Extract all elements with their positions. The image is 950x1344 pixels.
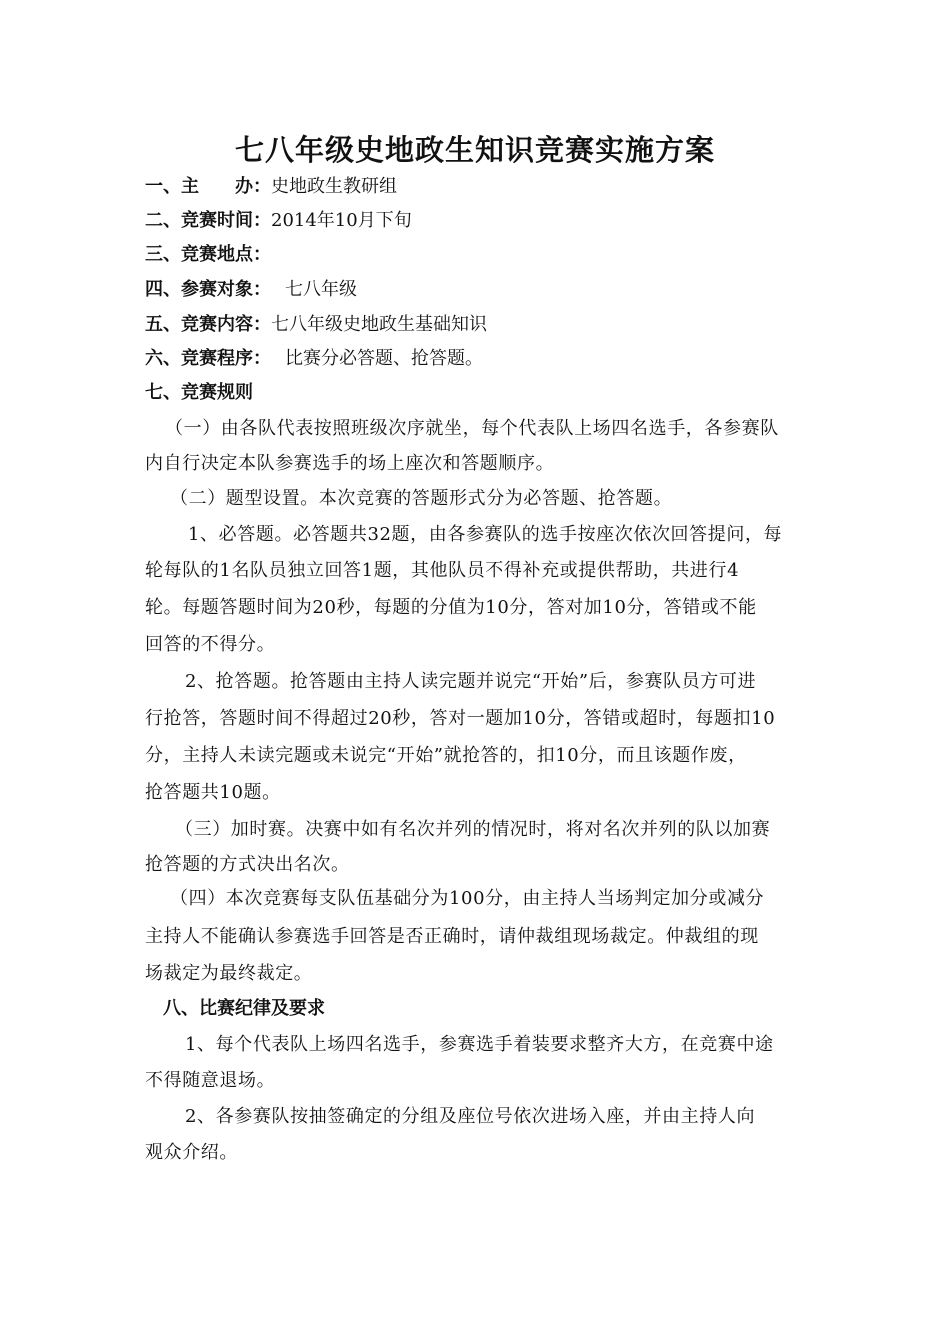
document-title: 七八年级史地政生知识竞赛实施方案 bbox=[234, 133, 715, 167]
discipline-line: 观众介绍。 bbox=[145, 1142, 238, 1163]
item-time bbox=[145, 208, 815, 234]
rules-line: 轮每队的1名队员独立回答1题，其他队员不得补充或提供帮助，共进行4 bbox=[145, 560, 740, 581]
discipline-line: 1、每个代表队上场四名选手，参赛选手着装要求整齐大方，在竞赛中途 bbox=[185, 1034, 774, 1055]
item-location bbox=[145, 242, 815, 268]
rules-line: 内自行决定本队参赛选手的场上座次和答题顺序。 bbox=[145, 453, 555, 474]
item-organizer-label: 一、主 办： bbox=[145, 176, 271, 197]
item-procedure-value: 比赛分必答题、抢答题。 bbox=[285, 348, 483, 369]
item-participants-label: 四、参赛对象： bbox=[145, 279, 271, 300]
rules-line: 1、必答题。必答题共32题，由各参赛队的选手按座次依次回答提问，每 bbox=[188, 524, 783, 545]
rules-line: （三）加时赛。决赛中如有名次并列的情况时，将对名次并列的队以加赛 bbox=[175, 819, 771, 840]
item-location-label: 三、竞赛地点： bbox=[145, 244, 271, 265]
item-participants bbox=[145, 277, 815, 303]
item-content-label: 五、竞赛内容： bbox=[145, 314, 271, 335]
item-procedure bbox=[145, 346, 815, 372]
rules-line: 抢答题共10题。 bbox=[145, 782, 281, 803]
item-organizer-value: 史地政生教研组 bbox=[271, 176, 397, 197]
item-participants-value: 七八年级 bbox=[285, 279, 357, 300]
section-rules-heading: 七、竞赛规则 bbox=[145, 382, 253, 403]
item-time-value: 2014年10月下旬 bbox=[271, 210, 412, 231]
item-content bbox=[145, 312, 815, 338]
rules-line: 轮。每题答题时间为20秒，每题的分值为10分，答对加10分，答错或不能 bbox=[145, 597, 757, 618]
discipline-line: 不得随意退场。 bbox=[145, 1070, 276, 1091]
rules-line: （二）题型设置。本次竞赛的答题形式分为必答题、抢答题。 bbox=[170, 488, 673, 509]
rules-line: （一）由各队代表按照班级次序就坐，每个代表队上场四名选手，各参赛队 bbox=[165, 418, 779, 439]
rules-line: 主持人不能确认参赛选手回答是否正确时，请仲裁组现场裁定。仲裁组的现 bbox=[145, 926, 759, 947]
rules-line: 2、抢答题。抢答题由主持人读完题并说完“开始”后，参赛队员方可进 bbox=[185, 671, 757, 692]
item-organizer bbox=[145, 174, 815, 200]
rules-line: 抢答题的方式决出名次。 bbox=[145, 854, 350, 875]
rules-line: 回答的不得分。 bbox=[145, 634, 276, 655]
rules-line: 分，主持人未读完题或未说完“开始”就抢答的，扣10分，而且该题作废， bbox=[145, 745, 747, 766]
item-procedure-label: 六、竞赛程序： bbox=[145, 348, 271, 369]
rules-line: （四）本次竞赛每支队伍基础分为100分，由主持人当场判定加分或减分 bbox=[170, 888, 765, 909]
rules-line: 行抢答，答题时间不得超过20秒，答对一题加10分，答错或超时，每题扣10 bbox=[145, 708, 776, 729]
section-discipline-heading: 八、比赛纪律及要求 bbox=[163, 998, 325, 1019]
item-time-label: 二、竞赛时间： bbox=[145, 210, 271, 231]
item-content-value: 七八年级史地政生基础知识 bbox=[271, 314, 487, 335]
rules-line: 场裁定为最终裁定。 bbox=[145, 963, 313, 984]
discipline-line: 2、各参赛队按抽签确定的分组及座位号依次进场入座，并由主持人向 bbox=[185, 1106, 756, 1127]
